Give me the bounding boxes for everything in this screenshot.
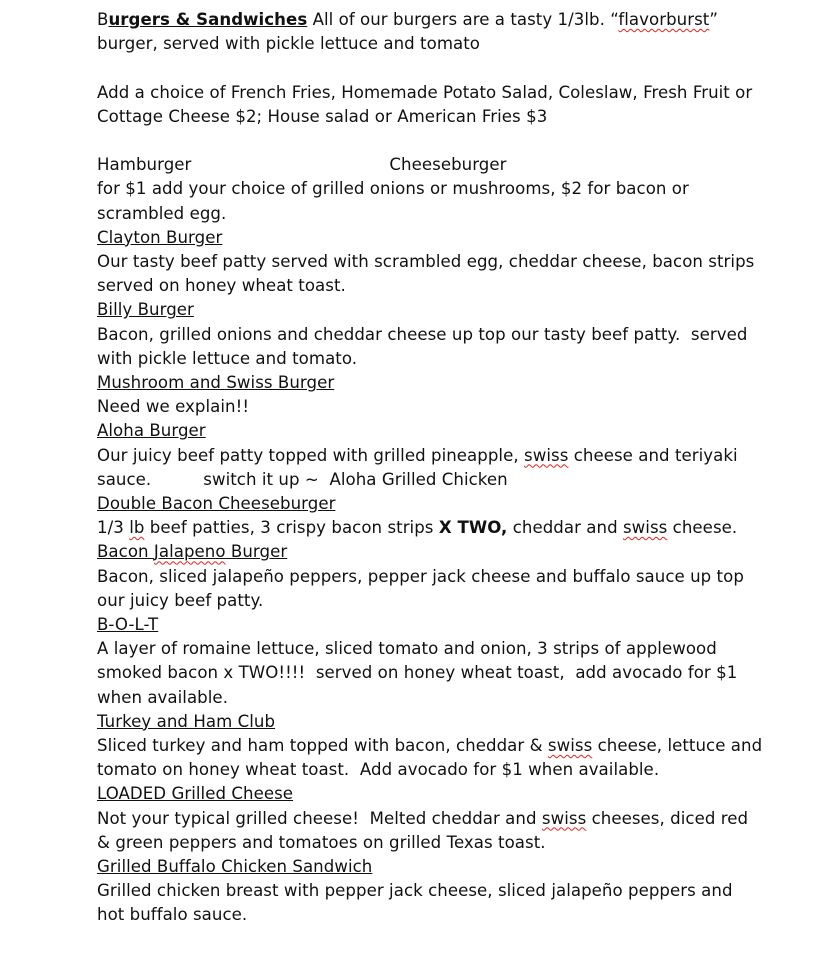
swiss-word: swiss bbox=[622, 518, 668, 538]
item-desc-line: Our tasty beef patty served with scrambled egg, cheddar cheese, bacon strips bbox=[97, 252, 755, 271]
item-desc-line bbox=[97, 734, 787, 758]
item-desc-line: our juicy beef patty. bbox=[97, 590, 264, 610]
item-desc-line: with pickle lettuce and tomato. bbox=[97, 348, 358, 368]
text-segment: sauce. bbox=[97, 469, 152, 489]
text-segment: Bacon bbox=[97, 542, 154, 562]
intro-line-2: burger, served with pickle lettuce and tomato bbox=[97, 34, 481, 54]
menu-page bbox=[97, 8, 787, 928]
sides-line-1: Add a choice of French Fries, Homemade Potato Salad, Coleslaw, Fresh Fruit or bbox=[97, 82, 753, 102]
aloha-chicken-variant: switch it up ~ Aloha Grilled Chicken bbox=[203, 469, 508, 489]
item-desc-line: served on honey wheat toast. bbox=[97, 276, 346, 296]
section-title-line bbox=[97, 8, 787, 32]
spacer bbox=[97, 56, 787, 80]
item-name-bacon-jalapeno-burger bbox=[97, 542, 287, 561]
swiss-word: swiss bbox=[524, 445, 569, 465]
flavorburst-word: flavorburst bbox=[618, 10, 710, 29]
item-name-loaded-grilled-cheese: LOADED Grilled Cheese bbox=[97, 784, 294, 804]
text-segment: 1/3 bbox=[97, 518, 130, 538]
text-segment: cheese, lettuce and bbox=[592, 736, 763, 756]
text-segment: beef patties, 3 crispy bacon strips bbox=[144, 518, 439, 538]
text-segment: cheese and teriyaki bbox=[568, 445, 738, 465]
item-name-turkey-ham-club: Turkey and Ham Club bbox=[97, 711, 276, 731]
text-segment: cheese. bbox=[667, 518, 738, 538]
swiss-word: swiss bbox=[547, 736, 593, 756]
item-name-double-bacon-cheeseburger: Double Bacon Cheeseburger bbox=[97, 494, 336, 514]
item-name-aloha-burger: Aloha Burger bbox=[97, 421, 206, 441]
jalapeno-word: Jalapeno bbox=[153, 542, 226, 562]
section-title: urgers & Sandwiches bbox=[108, 10, 308, 29]
addon-line-2: scrambled egg. bbox=[97, 203, 227, 223]
item-desc-line: Grilled chicken breast with pepper jack cheese, sliced jalapeño peppers and bbox=[97, 881, 733, 901]
intro-text-a: All of our burgers are a tasty 1/3lb. “ bbox=[307, 10, 619, 29]
sides-line-2: Cottage Cheese $2; House salad or American Fries $3 bbox=[97, 106, 548, 126]
item-name-mushroom-swiss-burger: Mushroom and Swiss Burger bbox=[97, 373, 335, 393]
item-desc-line: A layer of romaine lettuce, sliced tomato and onion, 3 strips of applewood bbox=[97, 639, 717, 659]
text-segment: cheeses, diced red bbox=[586, 808, 749, 828]
item-desc-line: hot buffalo sauce. bbox=[97, 905, 248, 925]
item-desc-line: Bacon, grilled onions and cheddar cheese up top our tasty beef patty. served bbox=[97, 324, 748, 344]
item-desc-line: tomato on honey wheat toast. Add avocado for $1 when available. bbox=[97, 760, 660, 780]
swiss-word: swiss bbox=[541, 808, 587, 828]
basic-burgers-line bbox=[97, 153, 787, 177]
item-desc-line: when available. bbox=[97, 687, 229, 707]
item-desc-line: smoked bacon x TWO!!!! served on honey wheat toast, add avocado for $1 bbox=[97, 663, 738, 683]
item-name-grilled-buffalo-chicken: Grilled Buffalo Chicken Sandwich bbox=[97, 857, 373, 877]
lb-word: lb bbox=[129, 518, 145, 538]
text-segment: cheddar and bbox=[507, 518, 623, 538]
title-first-letter: B bbox=[97, 10, 109, 29]
addon-line-1: for $1 add your choice of grilled onions or mushrooms, $2 for bacon or bbox=[97, 179, 689, 199]
hamburger-label: Hamburger bbox=[97, 155, 192, 175]
item-desc-line bbox=[97, 807, 787, 831]
item-name-bolt: B-O-L-T bbox=[97, 615, 159, 635]
item-name-clayton-burger: Clayton Burger bbox=[97, 227, 223, 247]
item-desc-line: & green peppers and tomatoes on grilled Texas toast. bbox=[97, 832, 546, 852]
item-desc-line: Bacon, sliced jalapeño peppers, pepper jack cheese and buffalo sauce up top bbox=[97, 566, 744, 586]
item-desc-line bbox=[97, 444, 787, 468]
text-segment: Our juicy beef patty topped with grilled pineapple, bbox=[97, 445, 525, 465]
text-segment: Sliced turkey and ham topped with bacon, cheddar & bbox=[97, 736, 548, 756]
text-segment: Not your typical grilled cheese! Melted cheddar and bbox=[97, 808, 542, 828]
cheeseburger-label: Cheeseburger bbox=[389, 155, 507, 175]
spacer bbox=[97, 129, 787, 153]
intro-text-b: ” bbox=[709, 10, 719, 29]
item-name-billy-burger: Billy Burger bbox=[97, 300, 194, 320]
item-desc-line bbox=[97, 516, 787, 540]
item-desc-line bbox=[97, 468, 787, 492]
item-desc-line: Need we explain!! bbox=[97, 397, 250, 417]
x-two-emphasis: X TWO, bbox=[438, 518, 508, 538]
text-segment: Burger bbox=[225, 542, 288, 562]
